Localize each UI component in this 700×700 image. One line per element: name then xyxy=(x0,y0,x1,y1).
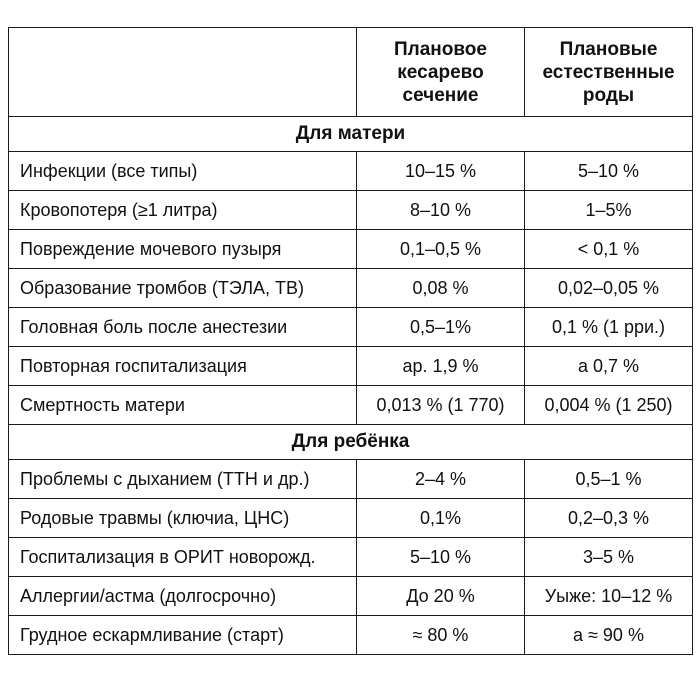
section-title: Для ребёнка xyxy=(9,425,693,460)
parameter-cell: Аллергии/астма (долгосрочно) xyxy=(9,577,357,616)
vaginal-value: < 0,1 % xyxy=(525,230,693,269)
header-vaginal: Плановые естественные роды xyxy=(525,28,693,117)
header-parameter-cell xyxy=(9,28,357,117)
vaginal-value: 3–5 % xyxy=(525,538,693,577)
cesarean-value: 8–10 % xyxy=(357,191,525,230)
table-row xyxy=(9,499,693,538)
cesarean-value: 0,013 % (1 770) xyxy=(357,386,525,425)
cesarean-value: ар. 1,9 % xyxy=(357,347,525,386)
section-title: Для матери xyxy=(9,117,693,152)
table-header-row xyxy=(9,28,693,117)
cesarean-value: 0,1–0,5 % xyxy=(357,230,525,269)
cesarean-value: 10–15 % xyxy=(357,152,525,191)
cesarean-value: 5–10 % xyxy=(357,538,525,577)
vaginal-value: Уыже: 10–12 % xyxy=(525,577,693,616)
parameter-cell: Кровопотеря (≥1 литра) xyxy=(9,191,357,230)
cesarean-value: 2–4 % xyxy=(357,460,525,499)
table-row xyxy=(9,191,693,230)
vaginal-value: 1–5% xyxy=(525,191,693,230)
section-row-child xyxy=(9,425,693,460)
parameter-cell: Смертность матери xyxy=(9,386,357,425)
comparison-table xyxy=(8,27,693,655)
parameter-cell: Проблемы с дыханием (ТТН и др.) xyxy=(9,460,357,499)
parameter-cell: Родовые травмы (ключиа, ЦНС) xyxy=(9,499,357,538)
parameter-cell: Повреждение мочевого пузыря xyxy=(9,230,357,269)
vaginal-value: 5–10 % xyxy=(525,152,693,191)
parameter-cell: Госпитализация в ОРИТ новорожд. xyxy=(9,538,357,577)
table-row xyxy=(9,152,693,191)
vaginal-value: 0,02–0,05 % xyxy=(525,269,693,308)
vaginal-value: 0,004 % (1 250) xyxy=(525,386,693,425)
table-row xyxy=(9,460,693,499)
cesarean-value: 0,08 % xyxy=(357,269,525,308)
header-cesarean: Плановое кесарево сечение xyxy=(357,28,525,117)
table-row xyxy=(9,577,693,616)
cesarean-value: 0,1% xyxy=(357,499,525,538)
parameter-cell: Инфекции (все типы) xyxy=(9,152,357,191)
vaginal-value: а 0,7 % xyxy=(525,347,693,386)
table-row xyxy=(9,538,693,577)
vaginal-value: 0,2–0,3 % xyxy=(525,499,693,538)
section-row-mother xyxy=(9,117,693,152)
table-row xyxy=(9,230,693,269)
table-row xyxy=(9,269,693,308)
vaginal-value: а ≈ 90 % xyxy=(525,616,693,655)
cesarean-value: 0,5–1% xyxy=(357,308,525,347)
parameter-cell: Образование тромбов (ТЭЛА, ТВ) xyxy=(9,269,357,308)
table-row xyxy=(9,308,693,347)
vaginal-value: 0,1 % (1 рри.) xyxy=(525,308,693,347)
table-row xyxy=(9,386,693,425)
parameter-cell: Грудное ескармливание (старт) xyxy=(9,616,357,655)
table-row xyxy=(9,616,693,655)
comparison-table-container xyxy=(8,27,692,655)
cesarean-value: ≈ 80 % xyxy=(357,616,525,655)
parameter-cell: Повторная госпитализация xyxy=(9,347,357,386)
cesarean-value: До 20 % xyxy=(357,577,525,616)
table-row xyxy=(9,347,693,386)
vaginal-value: 0,5–1 % xyxy=(525,460,693,499)
parameter-cell: Головная боль после анестезии xyxy=(9,308,357,347)
